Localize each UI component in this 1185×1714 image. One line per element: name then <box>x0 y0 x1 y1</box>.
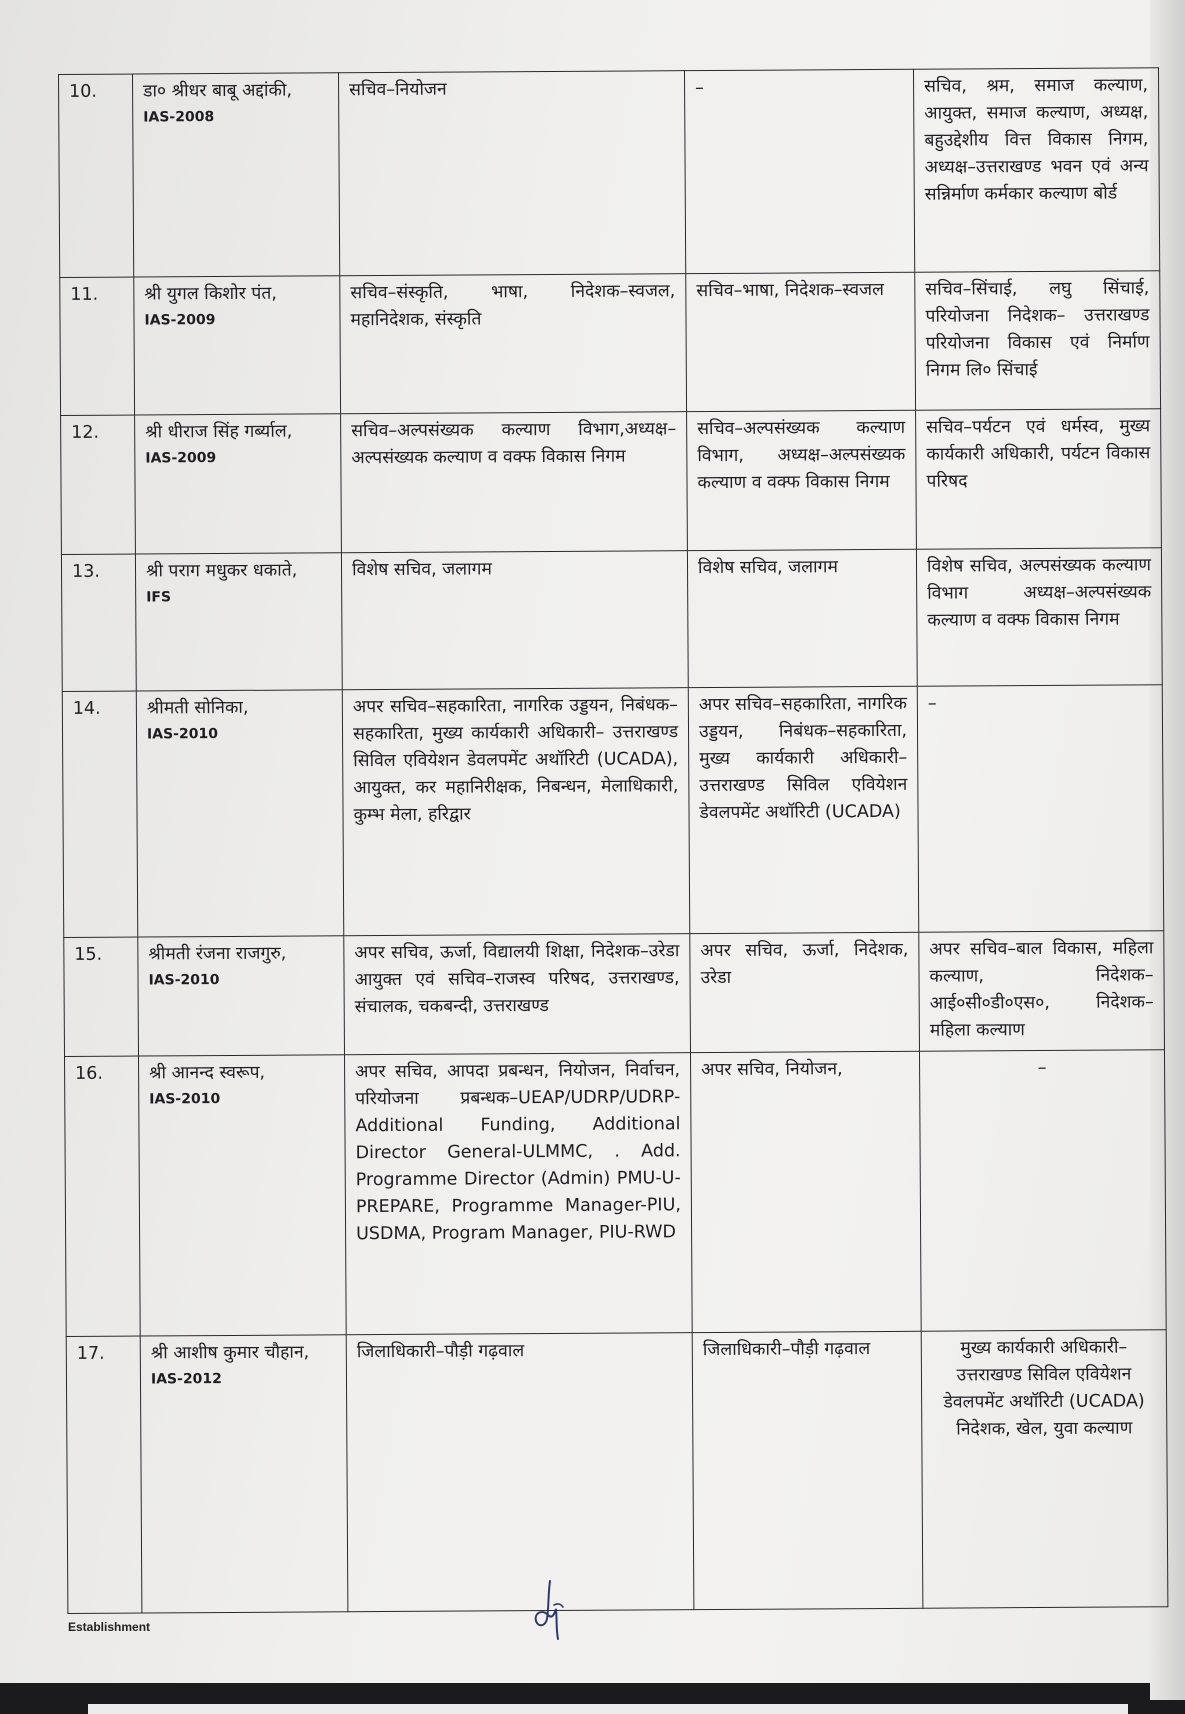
current-posting: सचिव–नियोजन <box>338 71 685 276</box>
serial-number: 12. <box>61 415 136 554</box>
retained-posting: – <box>684 69 914 273</box>
new-posting: सचिव–सिंचाई, लघु सिंचाई, परियोजना निदेशक– उत्तराखण्ड परियोजना विकास एवं निर्माण निगम लि० सिंचाई <box>915 271 1161 410</box>
table-row <box>59 68 1160 278</box>
serial-number: 13. <box>61 554 136 691</box>
signature-icon <box>528 1575 574 1645</box>
table-row <box>61 409 1162 555</box>
table-row <box>64 931 1165 1056</box>
officer-name: श्री आशीष कुमार चौहान, <box>150 1342 310 1364</box>
current-posting: विशेष सचिव, जलागम <box>341 551 688 690</box>
officer-name: श्रीमती रंजना राजगुरु, <box>148 943 287 965</box>
officer-service: IAS-2008 <box>143 109 215 126</box>
serial-number: 10. <box>59 74 134 277</box>
officer-service: IAS-2009 <box>145 449 217 467</box>
serial-number: 16. <box>65 1056 141 1336</box>
officer-name: श्री पराग मधुकर धकाते, <box>145 560 298 582</box>
officer-service: IAS-2010 <box>146 725 218 743</box>
current-posting: सचिव–अल्पसंख्यक कल्याण विभाग,अध्यक्ष–अल्पसंख्यक कल्याण व वक्फ विकास निगम <box>341 412 688 553</box>
table-row <box>66 1330 1168 1614</box>
new-posting: सचिव–पर्यटन एवं धर्मस्व, मुख्य कार्यकारी अधिकारी, पर्यटन विकास परिषद <box>916 409 1162 549</box>
officer-name-cell <box>139 1055 347 1336</box>
officer-name: डा० श्रीधर बाबू अद्दांकी, <box>143 80 293 102</box>
officer-service: IAS-2010 <box>149 1091 221 1108</box>
current-posting: अपर सचिव–सहकारिता, नागरिक उड्डयन, निबंधक–सहकारिता, मुख्य कार्यकारी अधिकारी– उत्तराखण्ड सिविल एवियेशन डेवलपमेंट अथॉरिटी (UCADA), आयुक्त, कर महानिरीक्षक, निबन्धन, मेलाधिकारी, कुम्भ मेला, हरिद्वार <box>342 687 689 936</box>
officer-name-cell <box>140 1335 348 1613</box>
retained-posting: अपर सचिव, नियोजन, <box>690 1051 921 1332</box>
officer-name-cell <box>136 690 344 938</box>
retained-posting: सचिव–भाषा, निदेशक–स्वजल <box>686 272 916 411</box>
new-posting: सचिव, श्रम, समाज कल्याण, आयुक्त, समाज कल्याण, अध्यक्ष, बहुउद्देशीय वित्त विकास निगम, अध्यक्ष–उत्तराखण्ड भवन एवं अन्य सन्निर्माण कर्मकार कल्याण बोर्ड <box>913 68 1159 272</box>
officer-transfer-table <box>58 67 1168 1614</box>
serial-number: 17. <box>66 1336 142 1613</box>
serial-number: 11. <box>60 277 135 415</box>
retained-posting: अपर सचिव–सहकारिता, नागरिक उड्डयन, निबंधक–सहकारिता, मुख्य कार्यकारी अधिकारी–उत्तराखण्ड सिविल एवियेशन डेवलपमेंट अथॉरिटी (UCADA) <box>688 686 919 934</box>
officer-name: श्री युगल किशोर पंत, <box>144 283 277 305</box>
officer-service: IAS-2010 <box>148 972 220 989</box>
officer-name-cell <box>138 936 345 1056</box>
officer-name: श्रीमती सोनिका, <box>146 697 249 719</box>
current-posting: जिलाधिकारी–पौड़ी गढ़वाल <box>346 1333 694 1612</box>
officer-name-cell <box>135 553 342 691</box>
officer-name-cell <box>135 414 342 554</box>
officer-name-cell <box>134 276 341 415</box>
new-posting: अपर सचिव–बाल विकास, महिला कल्याण, निदेशक–आई०सी०डी०एस०, निदेशक–महिला कल्याण <box>919 931 1165 1051</box>
table-row <box>62 685 1163 938</box>
officer-service: IAS-2012 <box>150 1371 222 1388</box>
retained-posting: विशेष सचिव, जलागम <box>687 549 917 687</box>
officer-name: श्री आनन्द स्वरूप, <box>149 1062 266 1084</box>
table-row <box>60 271 1161 416</box>
serial-number: 14. <box>62 691 138 938</box>
current-posting: अपर सचिव, ऊर्जा, विद्यालयी शिक्षा, निदेशक–उरेडा आयुक्त एवं सचिव–राजस्व परिषद, उत्तराखण्ड, संचालक, चकबन्दी, उत्तराखण्ड <box>344 934 691 1055</box>
footer-label: Establishment <box>68 1620 151 1634</box>
officer-name: श्री धीराज सिंह गर्ब्याल, <box>145 421 293 443</box>
current-posting: सचिव–संस्कृति, भाषा, निदेशक–स्वजल, महानिदेशक, संस्कृति <box>340 274 687 414</box>
retained-posting: अपर सचिव, ऊर्जा, निदेशक, उरेडा <box>690 933 920 1053</box>
officer-service: IAS-2009 <box>144 311 216 329</box>
next-page-edge <box>88 1704 1128 1714</box>
new-posting: – <box>919 1050 1166 1331</box>
retained-posting: सचिव–अल्पसंख्यक कल्याण विभाग, अध्यक्ष–अल्पसंख्यक कल्याण व वक्फ विकास निगम <box>687 410 917 550</box>
new-posting: मुख्य कार्यकारी अधिकारी– उत्तराखण्ड सिविल एवियेशन डेवलपमेंट अथॉरिटी (UCADA) निदेशक, खेल, युवा कल्याण <box>921 1330 1168 1608</box>
table-row <box>65 1050 1167 1337</box>
officer-name-cell <box>133 73 340 277</box>
officer-service: IFS <box>146 589 172 606</box>
retained-posting: जिलाधिकारी–पौड़ी गढ़वाल <box>692 1331 923 1609</box>
new-posting: – <box>917 685 1164 933</box>
current-posting: अपर सचिव, आपदा प्रबन्धन, नियोजन, निर्वाचन, परियोजना प्रबन्धक–UEAP/UDRP/UDRP-Additional Funding, Additional Director General-ULMMC, . Add. Programme Director (Admin) PMU-U-PREPARE, Programme Manager-PIU, USDMA, Program Manager, PIU-RWD <box>344 1053 692 1335</box>
table-row <box>61 548 1162 692</box>
serial-number: 15. <box>64 937 139 1056</box>
new-posting: विशेष सचिव, अल्पसंख्यक कल्याण विभाग अध्यक्ष–अल्पसंख्यक कल्याण व वक्फ विकास निगम <box>916 548 1162 686</box>
